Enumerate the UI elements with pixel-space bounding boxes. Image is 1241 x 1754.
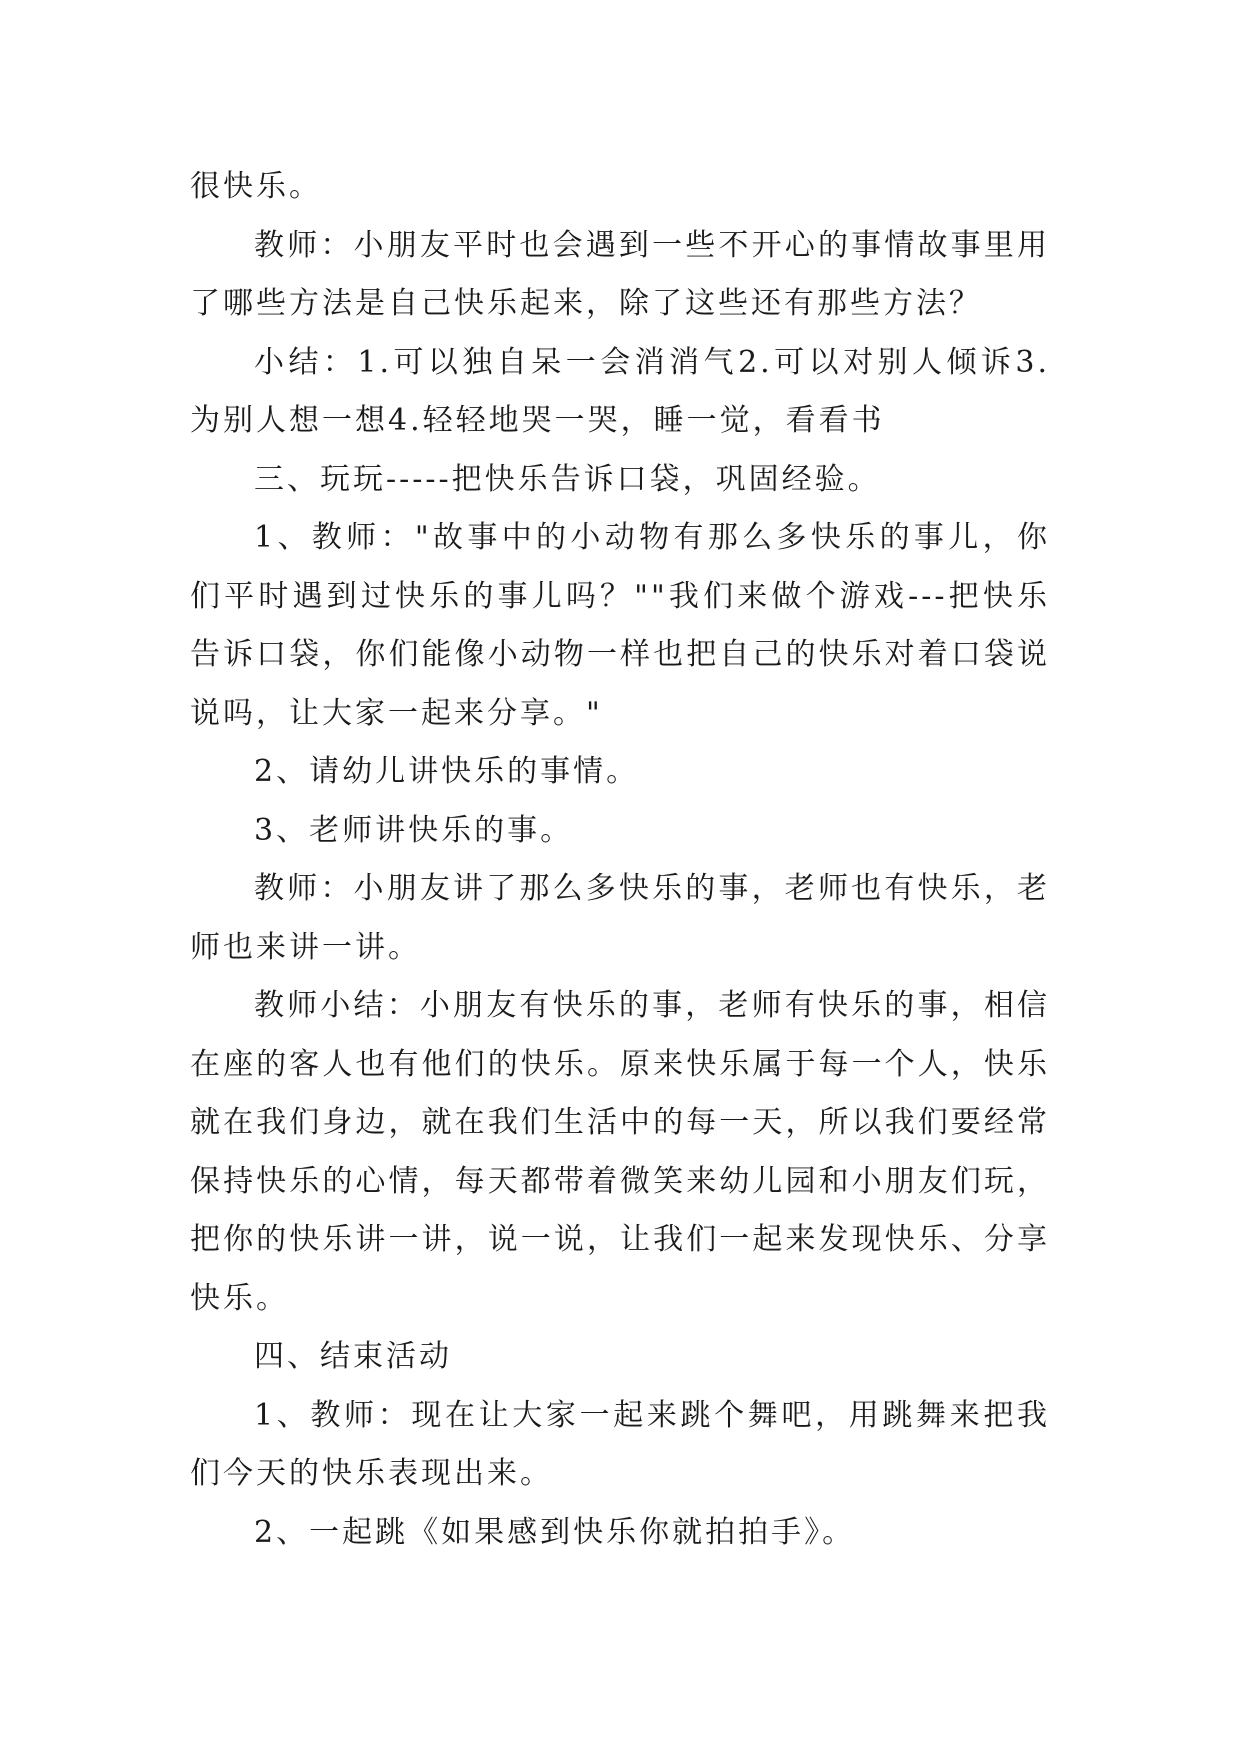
document-body	[190, 158, 1050, 1562]
paragraph-step-1: 1、教师："故事中的小动物有那么多快乐的事儿，你们平时遇到过快乐的事儿吗？""我们来做个游戏---把快乐告诉口袋，你们能像小动物一样也把自己的快乐对着口袋说说吗，让大家一起来分享。"	[190, 520, 1050, 731]
paragraph-end-step-1: 1、教师：现在让大家一起来跳个舞吧，用跳舞来把我们今天的快乐表现出来。	[190, 1397, 1050, 1491]
paragraph-step-3: 3、老师讲快乐的事。	[254, 812, 574, 848]
paragraph-step-2: 2、请幼儿讲快乐的事情。	[254, 754, 640, 789]
paragraph-summary: 小结：1.可以独自呆一会消消气2.可以对别人倾诉3.为别人想一想4.轻轻地哭一哭，睡一觉，看看书	[190, 344, 1050, 438]
section-heading-end: 四、结束活动	[254, 1339, 452, 1374]
paragraph-teacher-question: 教师：小朋友平时也会遇到一些不开心的事情故事里用了哪些方法是自己快乐起来，除了这些还有那些方法？	[190, 227, 1050, 321]
paragraph-teacher-summary: 教师小结：小朋友有快乐的事，老师有快乐的事，相信在座的客人也有他们的快乐。原来快乐属于每一个人，快乐就在我们身边，就在我们生活中的每一天，所以我们要经常保持快乐的心情，每天都带着微笑来幼儿园和小朋友们玩，把你的快乐讲一讲，说一说，让我们一起来发现快乐、分享快乐。	[190, 988, 1050, 1316]
paragraph-end-step-2: 2、一起跳《如果感到快乐你就拍拍手》。	[254, 1514, 856, 1550]
paragraph-teacher-share: 教师：小朋友讲了那么多快乐的事，老师也有快乐，老师也来讲一讲。	[190, 871, 1050, 965]
section-heading-play: 三、玩玩-----把快乐告诉口袋，巩固经验。	[254, 461, 881, 497]
paragraph-continuation: 很快乐。	[190, 169, 322, 204]
